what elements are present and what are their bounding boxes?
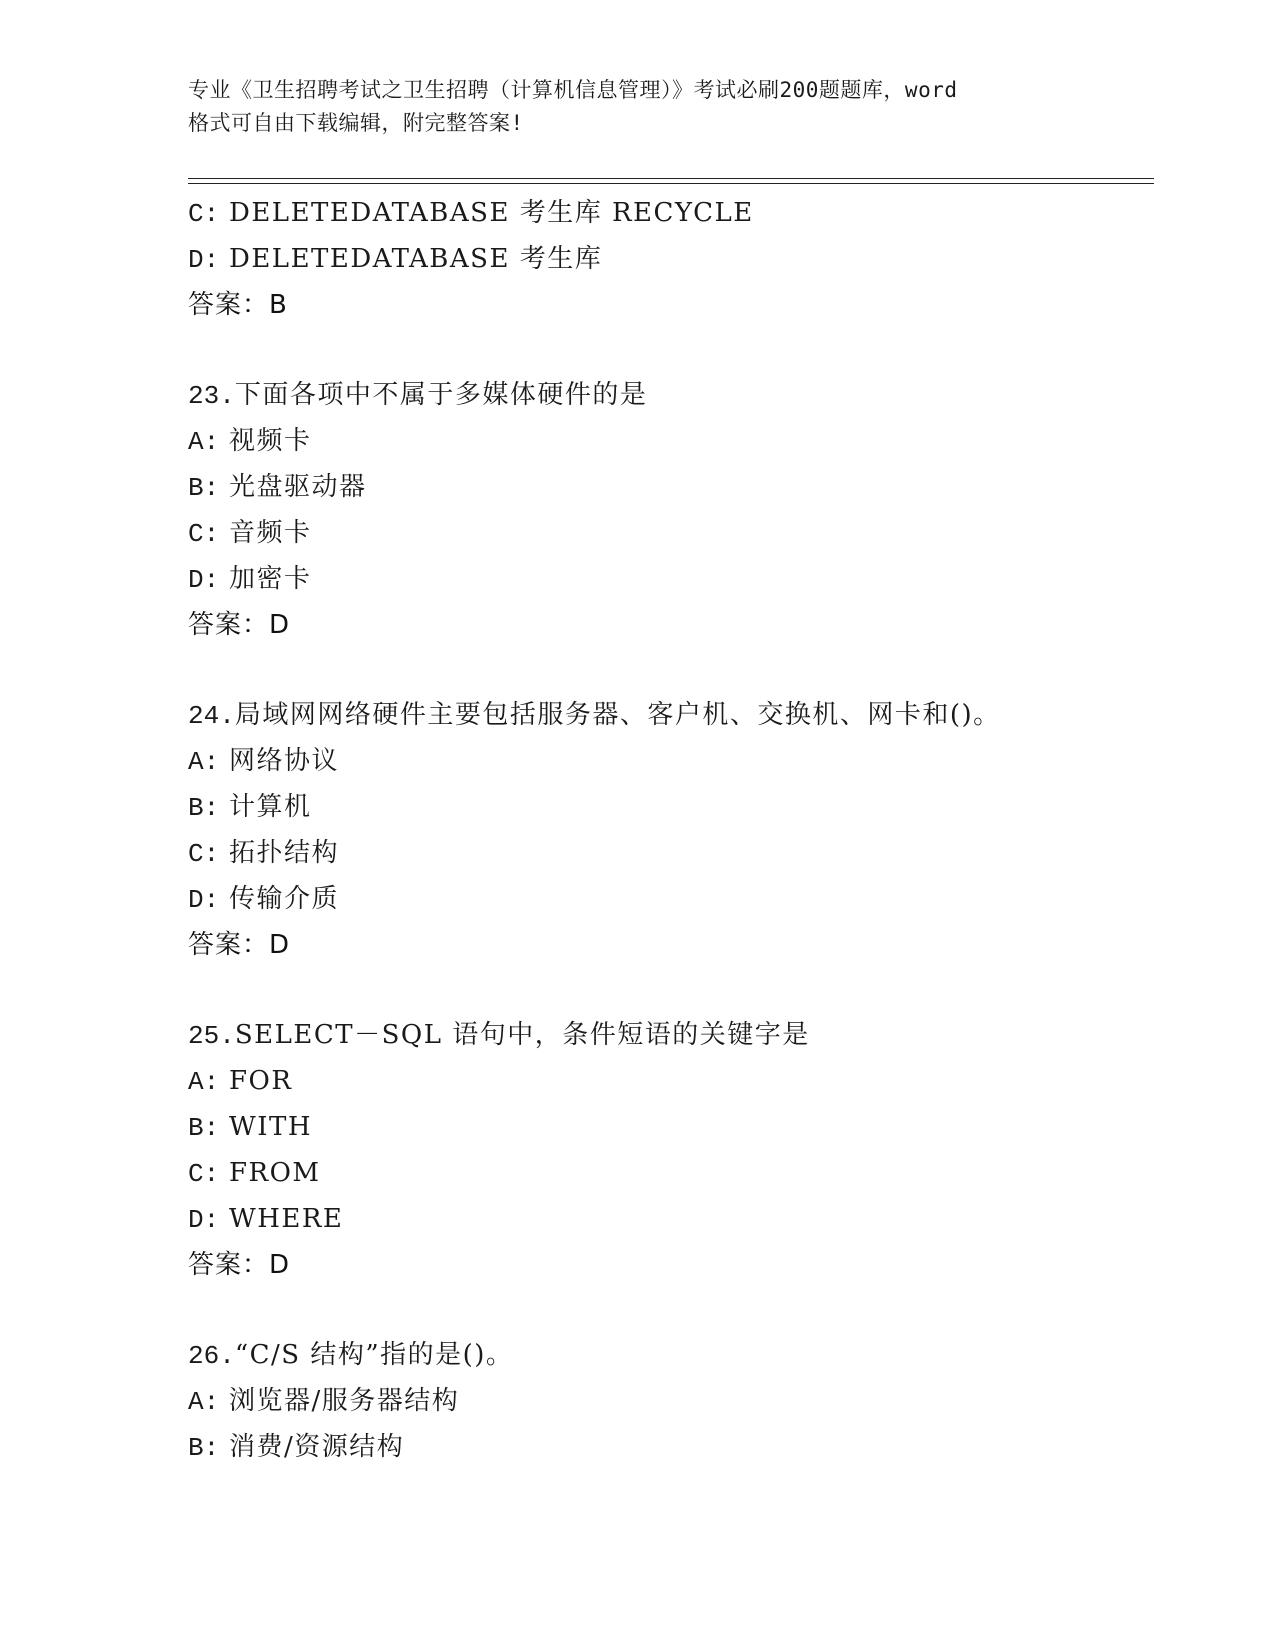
option-line (188, 738, 1154, 784)
question-stem (188, 692, 1154, 738)
option-text: 光盘驱动器 (219, 472, 367, 502)
option-line (188, 1104, 1154, 1150)
option-letter: A: (188, 747, 220, 777)
question-number: 24. (188, 701, 235, 731)
option-letter: C: (188, 519, 220, 549)
option-letter: A: (188, 427, 220, 457)
option-letter: D: (188, 885, 220, 915)
option-line (188, 876, 1154, 922)
spacer (188, 968, 1154, 1012)
question-content (188, 190, 1154, 1470)
option-letter: D: (188, 245, 220, 275)
header-divider-top (188, 178, 1154, 179)
option-letter: B: (188, 793, 220, 823)
option-letter: C: (188, 199, 220, 229)
document-header (188, 74, 1088, 140)
option-letter: B: (188, 1433, 220, 1463)
option-line (188, 464, 1154, 510)
option-text: DELETEDATABASE 考生库 RECYCLE (219, 198, 754, 228)
question-text: 下面各项中不属于多媒体硬件的是 (234, 380, 648, 410)
option-text: 拓扑结构 (219, 838, 339, 868)
option-text: FOR (219, 1066, 293, 1096)
answer-line: 答案：D (188, 1250, 291, 1280)
option-line (188, 190, 1154, 236)
option-text: WHERE (219, 1204, 344, 1234)
option-letter: B: (188, 1113, 220, 1143)
option-letter: A: (188, 1387, 220, 1417)
option-line (188, 784, 1154, 830)
option-letter: C: (188, 839, 220, 869)
option-line (188, 1196, 1154, 1242)
question-number: 26. (188, 1341, 235, 1371)
option-text: 计算机 (219, 792, 312, 822)
option-letter: C: (188, 1159, 220, 1189)
question-number: 23. (188, 381, 235, 411)
option-line (188, 830, 1154, 876)
question-text: “C/S 结构”指的是()。 (234, 1340, 514, 1370)
option-text: WITH (219, 1112, 312, 1142)
spacer (188, 328, 1154, 372)
option-text: FROM (219, 1158, 321, 1188)
option-line (188, 1378, 1154, 1424)
header-line-1: 专业《卫生招聘考试之卫生招聘（计算机信息管理）》考试必刷200题题库，word (188, 78, 958, 102)
option-text: 传输介质 (219, 884, 339, 914)
option-letter: A: (188, 1067, 220, 1097)
spacer (188, 1288, 1154, 1332)
option-line (188, 418, 1154, 464)
option-line (188, 1058, 1154, 1104)
answer-line: 答案：D (188, 930, 291, 960)
option-line (188, 1150, 1154, 1196)
option-text: 加密卡 (219, 564, 312, 594)
option-line (188, 236, 1154, 282)
option-text: 音频卡 (219, 518, 312, 548)
option-letter: B: (188, 473, 220, 503)
option-text: 浏览器/服务器结构 (219, 1386, 460, 1416)
option-line (188, 556, 1154, 602)
option-letter: D: (188, 565, 220, 595)
answer-line: 答案：B (188, 290, 288, 320)
answer-line: 答案：D (188, 610, 291, 640)
question-stem (188, 1332, 1154, 1378)
question-text: SELECT－SQL 语句中，条件短语的关键字是 (234, 1020, 810, 1050)
option-text: DELETEDATABASE 考生库 (219, 244, 603, 274)
header-line-2: 格式可自由下载编辑，附完整答案! (188, 111, 524, 135)
spacer (188, 648, 1154, 692)
option-text: 消费/资源结构 (219, 1432, 405, 1462)
question-number: 25. (188, 1021, 235, 1051)
option-text: 网络协议 (219, 746, 339, 776)
question-text: 局域网网络硬件主要包括服务器、客户机、交换机、网卡和()。 (234, 700, 1001, 730)
option-letter: D: (188, 1205, 220, 1235)
option-line (188, 1424, 1154, 1470)
question-stem (188, 1012, 1154, 1058)
header-divider-bottom (188, 183, 1154, 184)
option-line (188, 510, 1154, 556)
option-text: 视频卡 (219, 426, 312, 456)
question-stem (188, 372, 1154, 418)
